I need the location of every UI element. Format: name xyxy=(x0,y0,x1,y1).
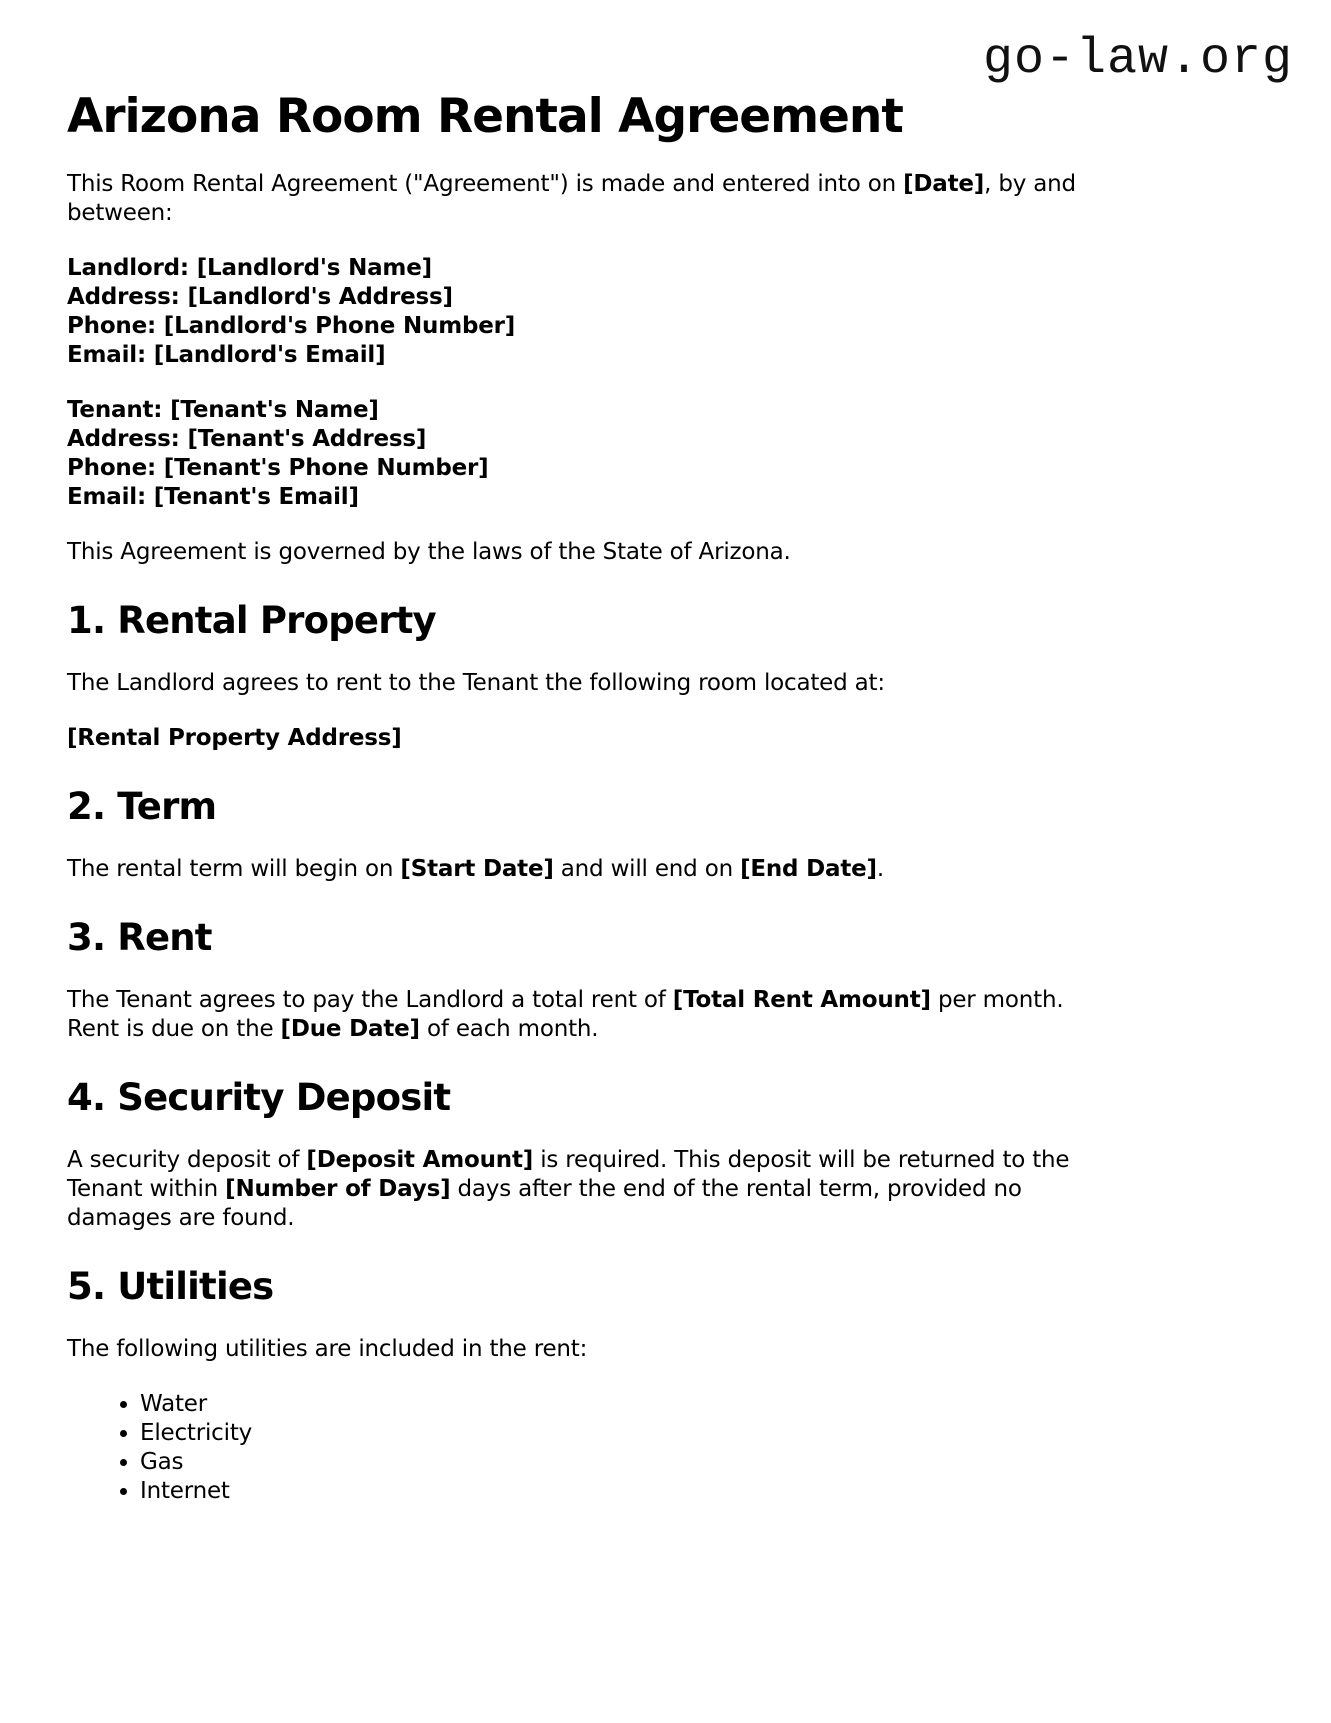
landlord-name-line: Landlord: [Landlord's Name] xyxy=(67,255,432,281)
utility-item: • Electricity xyxy=(140,1419,1264,1448)
tenant-name-line: Tenant: [Tenant's Name] xyxy=(67,397,379,423)
tenant-email-line: Email: [Tenant's Email] xyxy=(67,484,359,510)
site-logo: go-law.org xyxy=(982,31,1293,88)
utilities-body: The following utilities are included in the rent: xyxy=(67,1336,588,1362)
rental-property-heading: 1. Rental Property xyxy=(67,599,436,642)
security-deposit-heading: 4. Security Deposit xyxy=(67,1076,451,1119)
rent-body: The Tenant agrees to pay the Landlord a total rent of [Total Rent Amount] per month. Rent is due on the [Due Date] of each month. xyxy=(67,987,1064,1042)
utility-item: • Gas xyxy=(140,1448,1264,1477)
section-rent xyxy=(67,916,1264,1044)
term-heading: 2. Term xyxy=(67,785,217,828)
utility-item: • Internet xyxy=(140,1477,1264,1506)
document-title: Arizona Room Rental Agreement xyxy=(67,89,903,144)
section-term xyxy=(67,785,1264,884)
section-security-deposit xyxy=(67,1076,1264,1233)
tenant-address-line: Address: [Tenant's Address] xyxy=(67,426,427,452)
landlord-email-line: Email: [Landlord's Email] xyxy=(67,342,386,368)
term-body: The rental term will begin on [Start Date] and will end on [End Date]. xyxy=(67,856,884,882)
landlord-phone-line: Phone: [Landlord's Phone Number] xyxy=(67,313,516,339)
rent-heading: 3. Rent xyxy=(67,916,212,959)
governing-law-paragraph: This Agreement is governed by the laws of the State of Arizona. xyxy=(67,539,791,565)
section-rental-property xyxy=(67,599,1264,753)
security-deposit-body: A security deposit of [Deposit Amount] is required. This deposit will be returned to the Tenant within [Number of Days] days after the end of the rental term, provided no damages are found. xyxy=(67,1147,1070,1231)
landlord-info xyxy=(67,254,1264,370)
utilities-list xyxy=(67,1390,1264,1506)
tenant-phone-line: Phone: [Tenant's Phone Number] xyxy=(67,455,489,481)
intro-paragraph: This Room Rental Agreement ("Agreement") is made and entered into on [Date], by and between: xyxy=(67,171,1076,226)
landlord-address-line: Address: [Landlord's Address] xyxy=(67,284,453,310)
tenant-info xyxy=(67,396,1264,512)
section-utilities xyxy=(67,1265,1264,1506)
utilities-heading: 5. Utilities xyxy=(67,1265,274,1308)
rental-property-address: [Rental Property Address] xyxy=(67,725,402,751)
rental-property-body: The Landlord agrees to rent to the Tenant the following room located at: xyxy=(67,670,885,696)
utility-item: • Water xyxy=(140,1390,1264,1419)
